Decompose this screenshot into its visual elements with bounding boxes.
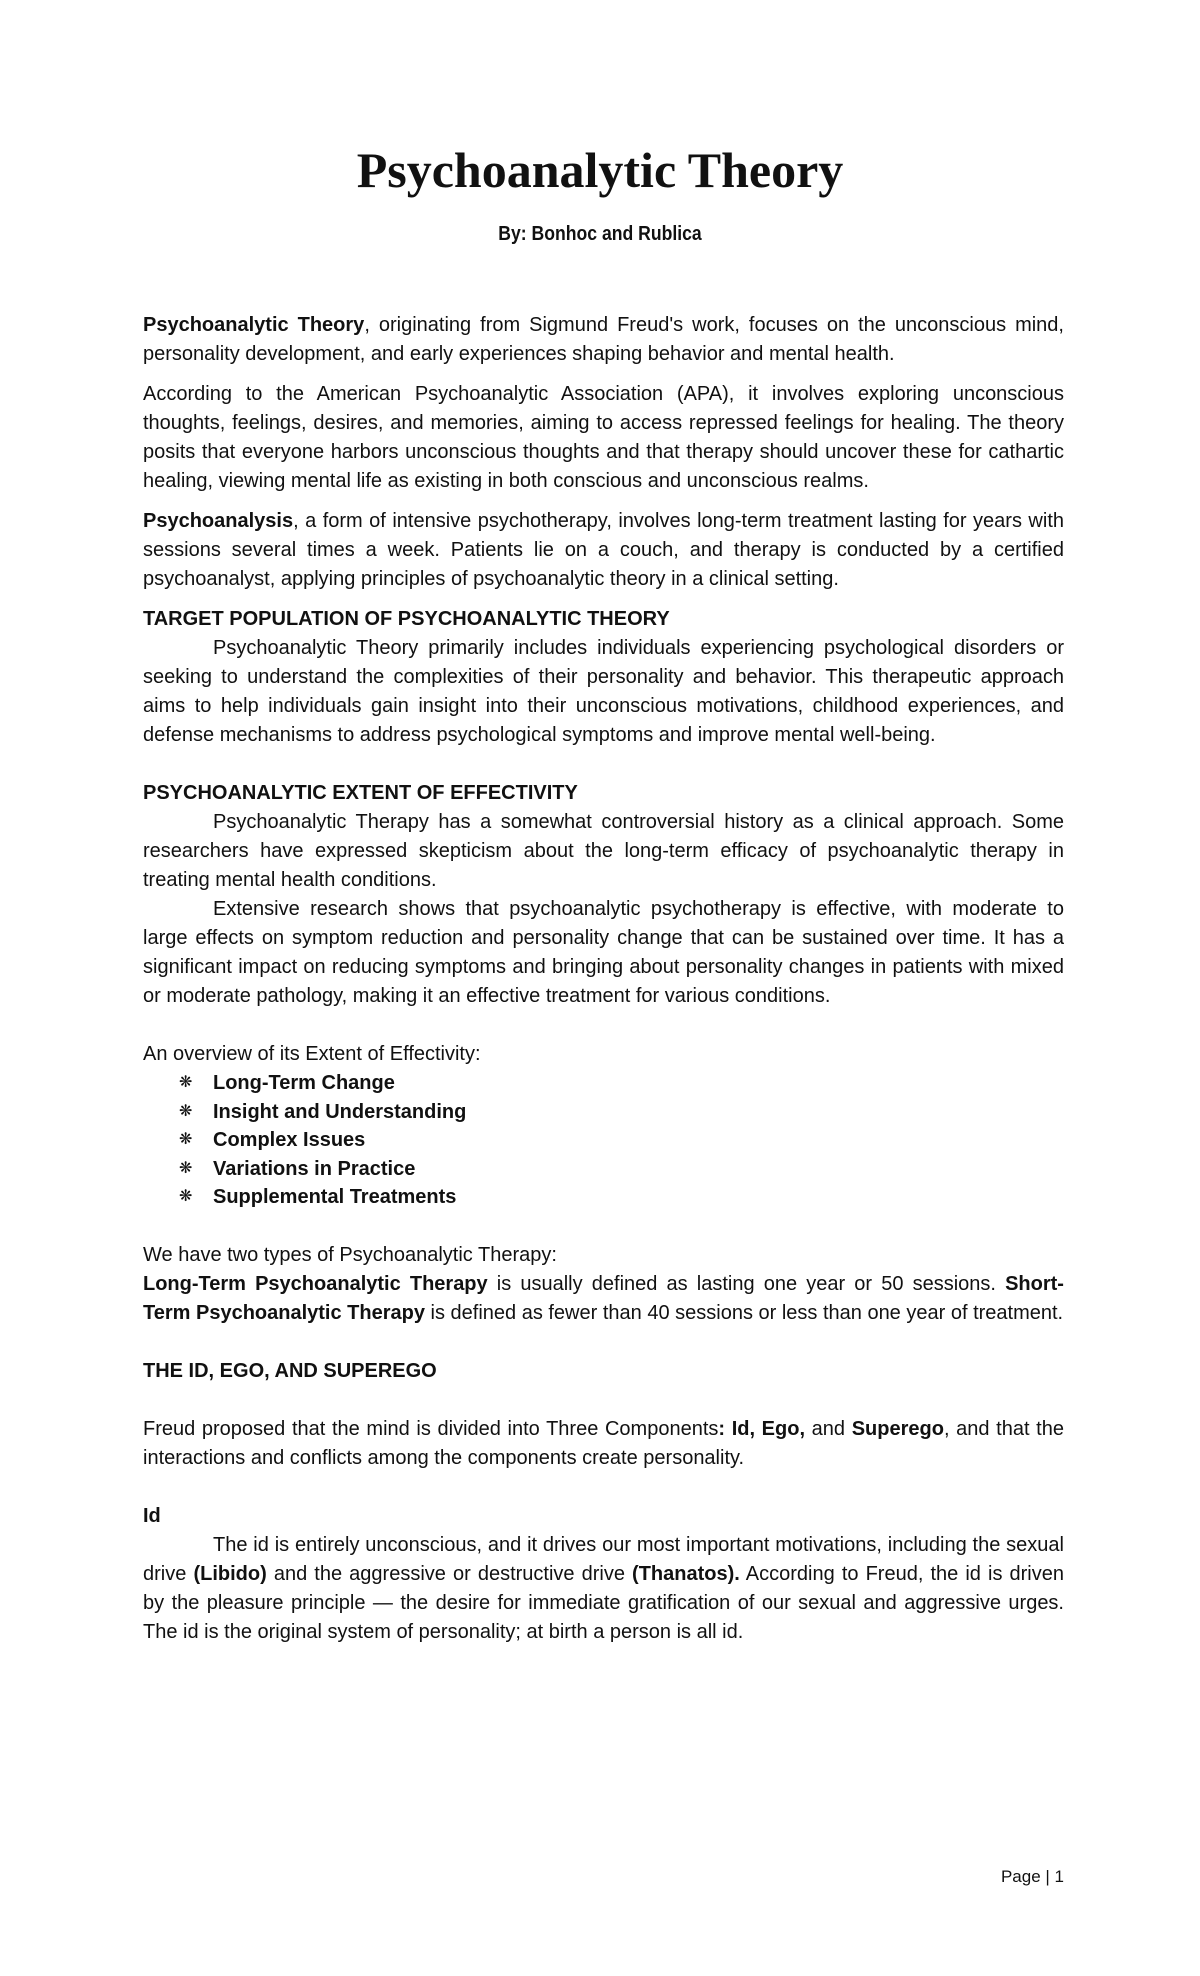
term-long-term: Long-Term Psychoanalytic Therapy bbox=[143, 1272, 488, 1295]
id-text-1: The id is entirely unconscious, and it drives our most important motivations, including the sexual drive bbox=[143, 1533, 1064, 1585]
term-libido: (Libido) bbox=[193, 1562, 267, 1585]
term-short-term: Short-Term Psychoanalytic Therapy bbox=[143, 1272, 1064, 1324]
page-number: Page | 1 bbox=[1000, 1867, 1064, 1886]
psychoanalysis-text: , a form of intensive psychotherapy, involves long-term treatment lasting for years with sessions several times a week. Patients lie on a couch, and therapy is conducted by a certified psychoanalyst, applying principles of psychoanalytic theory in a clinical setting. bbox=[143, 510, 1064, 590]
components-paragraph bbox=[143, 1415, 1064, 1473]
list-item-label: Variations in Practice bbox=[213, 1157, 416, 1180]
list-item-label: Insight and Understanding bbox=[213, 1100, 467, 1123]
list-item-label: Supplemental Treatments bbox=[213, 1186, 457, 1209]
term-psychoanalysis: Psychoanalysis bbox=[143, 510, 294, 532]
list-item bbox=[179, 1126, 1064, 1155]
document-title: Psychoanalytic Theory bbox=[356, 142, 844, 198]
id-text-2: and the aggressive or destructive drive bbox=[266, 1562, 633, 1585]
list-item-label: Long-Term Change bbox=[213, 1072, 395, 1094]
id-heading: Id bbox=[143, 1504, 161, 1527]
term-thanatos: (Thanatos). bbox=[632, 1562, 740, 1585]
intro-paragraph bbox=[143, 311, 1064, 369]
effectivity-text-1: Psychoanalytic Therapy has a somewhat controversial history as a clinical approach. Some researchers have expressed skepticism about the long-term efficacy of psychoanalytic therapy in treating mental health conditions. bbox=[143, 811, 1064, 891]
therapy-types-paragraph bbox=[143, 1270, 1064, 1328]
id-paragraph bbox=[143, 1531, 1064, 1647]
components-text-1: Freud proposed that the mind is divided into Three Components bbox=[143, 1417, 719, 1440]
term-psychoanalytic-theory: Psychoanalytic Theory bbox=[143, 314, 365, 336]
list-item bbox=[179, 1155, 1064, 1184]
components-colon: : bbox=[718, 1417, 726, 1440]
id-ego-superego-heading: THE ID, EGO, AND SUPEREGO bbox=[143, 1359, 437, 1382]
asterism-bullet-icon: ❋ bbox=[179, 1074, 193, 1091]
effectivity-text-2: Extensive research shows that psychoanalytic psychotherapy is effective, with moderate to large effects on symptom reduction and personality change that can be sustained over time. It has a significant impact on reducing symptoms and bringing about personality changes in patients with mixed or moderate pathology, making it an effective treatment for various conditions. bbox=[143, 898, 1064, 1007]
list-item bbox=[179, 1183, 1064, 1212]
components-text-2: and bbox=[805, 1417, 852, 1440]
therapy-types-intro: We have two types of Psychoanalytic Therapy: bbox=[143, 1243, 557, 1266]
overview-label: An overview of its Extent of Effectivity: bbox=[143, 1043, 481, 1065]
target-population-heading: TARGET POPULATION OF PSYCHOANALYTIC THEORY bbox=[143, 608, 670, 630]
intro-text: , originating from Sigmund Freud's work, focuses on the unconscious mind, personality development, and early experiences shaping behavior and mental health. bbox=[143, 314, 1064, 365]
long-term-text: is usually defined as lasting one year or 50 sessions. bbox=[487, 1272, 996, 1295]
term-superego: Superego bbox=[851, 1417, 944, 1440]
asterism-bullet-icon: ❋ bbox=[179, 1102, 193, 1120]
effectivity-heading: PSYCHOANALYTIC EXTENT OF EFFECTIVITY bbox=[143, 782, 578, 804]
document-body bbox=[143, 311, 1064, 1647]
id-text-3: According to Freud, the id is driven by the pleasure principle — the desire for immediate gratification of our sexual and aggressive urges. The id is the original system of personality; at birth a person is all id. bbox=[143, 1562, 1064, 1643]
list-item-label: Complex Issues bbox=[213, 1129, 366, 1152]
asterism-bullet-icon: ❋ bbox=[179, 1159, 193, 1177]
asterism-bullet-icon: ❋ bbox=[179, 1188, 193, 1206]
target-population-text: Psychoanalytic Theory primarily includes individuals experiencing psychological disorders or seeking to understand the complexities of their personality and behavior. This therapeutic approach aims to help individuals gain insight into their unconscious motivations, childhood experiences, and defense mechanisms to address psychological symptoms and improve mental well-being. bbox=[143, 637, 1064, 746]
apa-paragraph: According to the American Psychoanalytic Association (APA), it involves exploring unconscious thoughts, feelings, desires, and memories, aiming to access repressed feelings for healing. The theory posits that everyone harbors unconscious thoughts and that therapy should uncover these for cathartic healing, viewing mental life as existing in both conscious and unconscious realms. bbox=[143, 383, 1064, 492]
components-text-3: , and that the interactions and conflicts among the components create personality. bbox=[143, 1417, 1064, 1469]
list-item bbox=[179, 1069, 1064, 1098]
term-id-ego: Id, Ego, bbox=[725, 1417, 806, 1440]
byline: By: Bonhoc and Rublica bbox=[498, 223, 702, 245]
asterism-bullet-icon: ❋ bbox=[179, 1131, 193, 1149]
psychoanalysis-paragraph bbox=[143, 507, 1064, 594]
short-term-text: is defined as fewer than 40 sessions or less than one year of treatment. bbox=[424, 1301, 1064, 1324]
effectivity-list bbox=[143, 1069, 1064, 1212]
list-item bbox=[179, 1098, 1064, 1127]
